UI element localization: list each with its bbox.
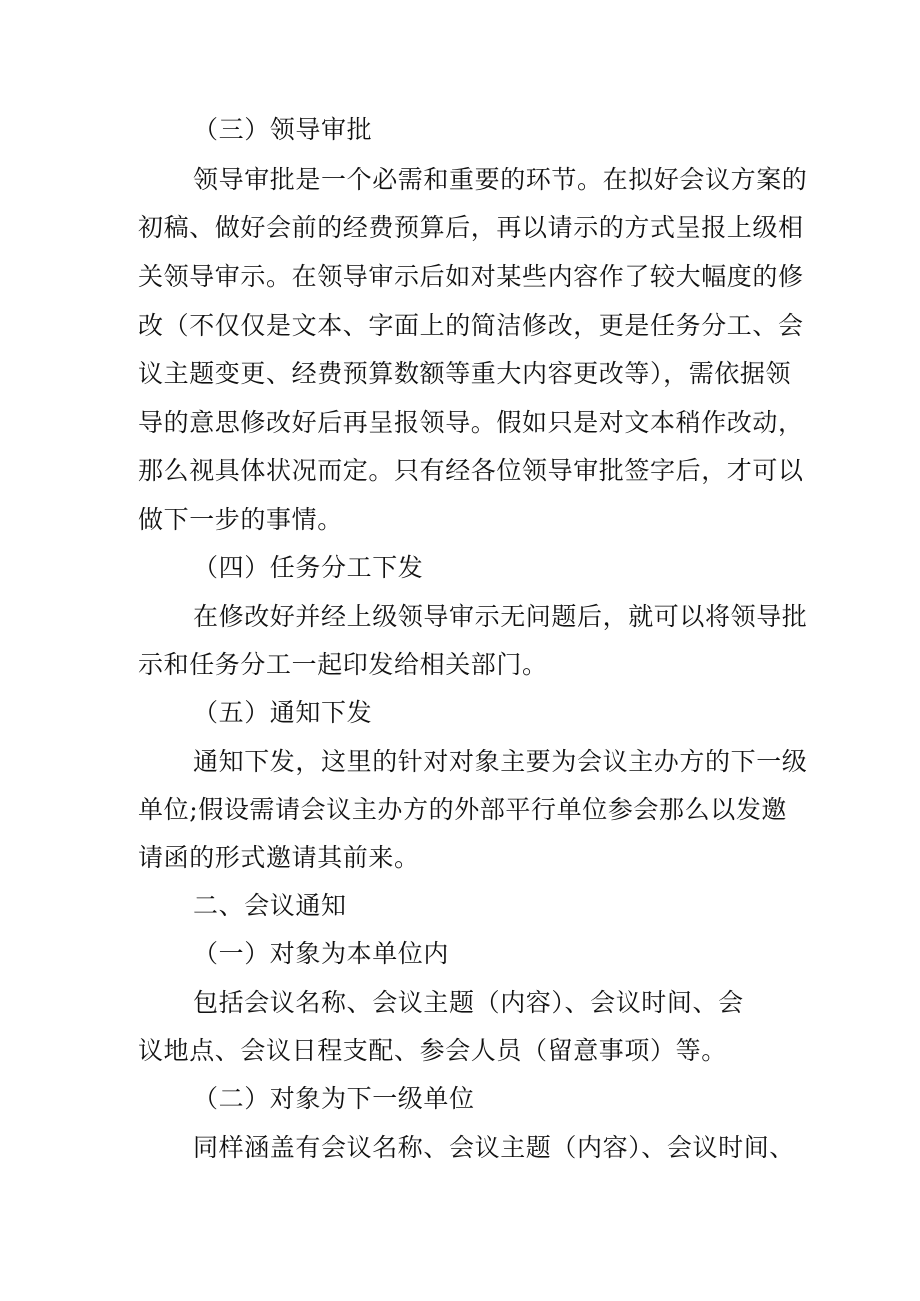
paragraph-line: 单位;假设需请会议主办方的外部平行单位参会那么以发邀	[138, 795, 788, 824]
paragraph-line: 关领导审示。在领导审示后如对某些内容作了较大幅度的修	[138, 262, 804, 291]
paragraph-line: 改（不仅仅是文本、字面上的简洁修改，更是任务分工、会	[138, 311, 804, 340]
paragraph-line: 议地点、会议日程支配、参会人员（留意事项）等。	[138, 1036, 727, 1065]
paragraph-line: 初稿、做好会前的经费预算后，再以请示的方式呈报上级相	[138, 213, 804, 242]
paragraph-line: 议主题变更、经费预算数额等重大内容更改等），需依据领	[138, 359, 792, 388]
paragraph-line: 在修改好并经上级领导审示无问题后，就可以将领导批	[193, 602, 808, 631]
section-heading-meeting-notice: 二、会议通知	[193, 891, 347, 920]
paragraph-line: 那么视具体状况而定。只有经各位领导审批签字后，才可以	[138, 456, 804, 485]
subsection-heading-internal: （一）对象为本单位内	[193, 939, 450, 968]
section-heading-task-division: （四）任务分工下发	[193, 553, 424, 582]
paragraph-line: 通知下发，这里的针对对象主要为会议主办方的下一级	[193, 747, 808, 776]
paragraph-line: 包括会议名称、会议主题（内容）、会议时间、会	[193, 988, 744, 1017]
paragraph-line: 同样涵盖有会议名称、会议主题（内容）、会议时间、	[193, 1133, 795, 1162]
subsection-heading-subordinate: （二）对象为下一级单位	[193, 1084, 475, 1113]
paragraph-line: 请函的形式邀请其前来。	[138, 843, 420, 872]
paragraph-line: 领导审批是一个必需和重要的环节。在拟好会议方案的	[193, 165, 808, 194]
paragraph-line: 做下一步的事情。	[138, 505, 343, 534]
section-heading-leader-approval: （三）领导审批	[193, 115, 373, 144]
paragraph-line: 示和任务分工一起印发给相关部门。	[138, 650, 548, 679]
section-heading-notice-issue: （五）通知下发	[193, 698, 373, 727]
paragraph-line: 导的意思修改好后再呈报领导。假如只是对文本稍作改动，	[138, 408, 804, 437]
